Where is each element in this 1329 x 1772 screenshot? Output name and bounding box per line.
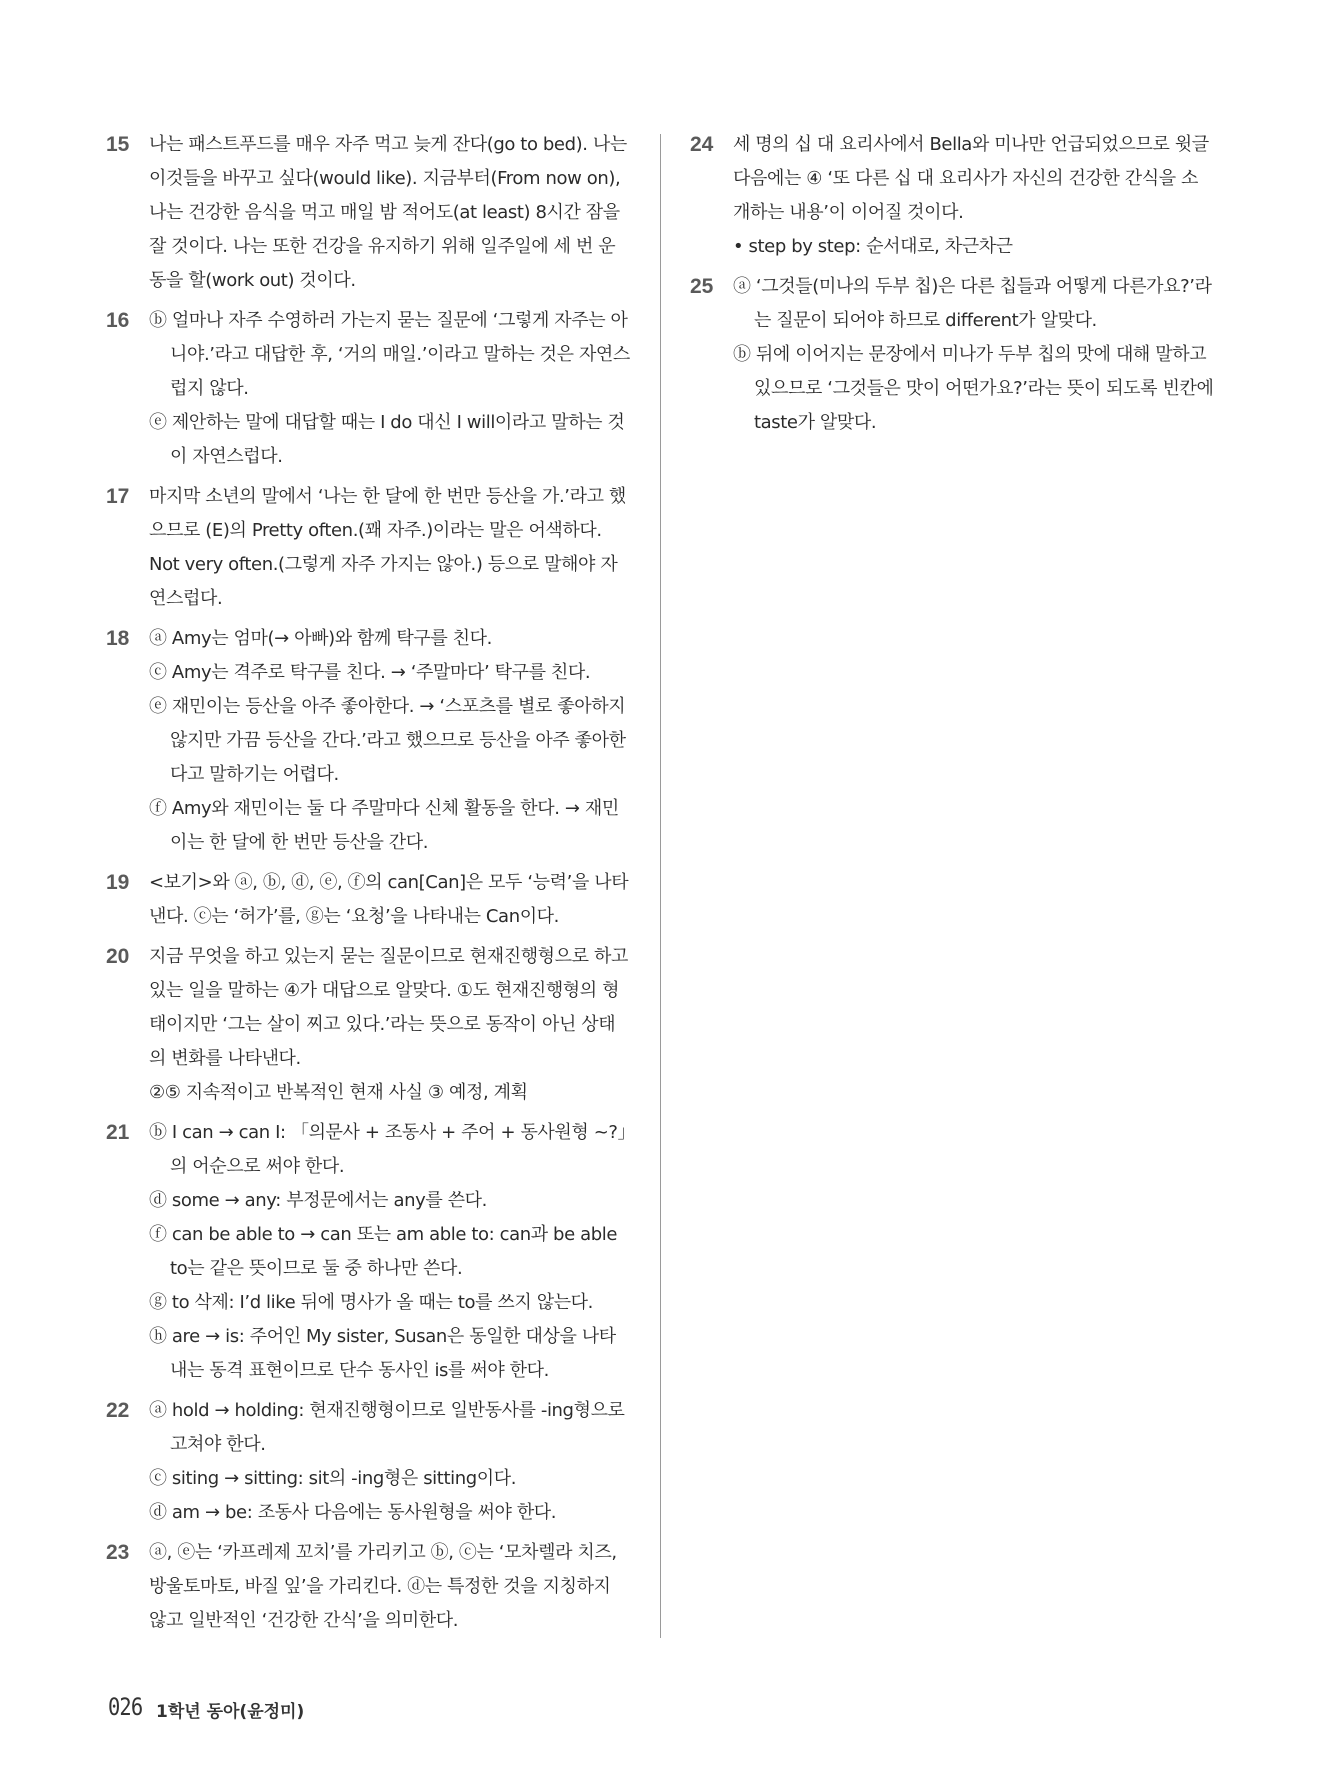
explanation-text: ⓐ, ⓔ는 ‘카프레제 꼬치’를 가리키고 ⓑ, ⓒ는 ‘모차렐라 치즈, 방울토마토, 바질 잎’을 가리킨다. ⓓ는 특정한 것을 지칭하지 않고 일반적인 ‘건강한 간식’을 의미한다.	[149, 1542, 617, 1631]
answer-item	[690, 128, 1214, 264]
question-number: 16	[106, 309, 130, 332]
explanation-text: ⓕ can be able to → can 또는 am able to: can과 be able to는 같은 뜻이므로 둘 중 하나만 쓴다.	[149, 1224, 617, 1279]
explanation-text: ⓒ siting → sitting: sit의 -ing형은 sitting이다.	[149, 1468, 517, 1489]
explanation-text: ⓗ are → is: 주어인 My sister, Susan은 동일한 대상을 나타내는 동격 표현이므로 단수 동사인 is를 써야 한다.	[149, 1326, 616, 1381]
explanation-text: 마지막 소년의 말에서 ‘나는 한 달에 한 번만 등산을 가.’라고 했으므로 (E)의 Pretty often.(꽤 자주.)이라는 말은 어색하다. Not very often.(그렇게 자주 가지는 않아.) 등으로 말해야 자연스럽다.	[149, 486, 626, 609]
question-number: 20	[106, 945, 130, 968]
explanation-text: ⓑ 뒤에 이어지는 문장에서 미나가 두부 칩의 맛에 대해 말하고 있으므로 ‘그것들은 맛이 어떤가요?’라는 뜻이 되도록 빈칸에 taste가 알맞다.	[733, 344, 1214, 433]
question-number: 24	[690, 133, 714, 156]
answer-item	[106, 1116, 630, 1388]
answer-item	[106, 304, 630, 474]
page-number: 026	[108, 1693, 143, 1721]
question-number: 17	[106, 485, 130, 508]
left-column	[106, 128, 630, 1644]
question-number: 18	[106, 627, 130, 650]
explanation-text: ⓐ ‘그것들(미나의 두부 칩)은 다른 칩들과 어떻게 다른가요?’라는 질문이 되어야 하므로 different가 알맞다.	[733, 276, 1212, 331]
answer-item	[106, 622, 630, 860]
question-number: 19	[106, 871, 130, 894]
column-divider	[660, 134, 661, 1638]
answer-item	[106, 1394, 630, 1530]
question-number: 21	[106, 1121, 130, 1144]
right-column	[690, 128, 1214, 446]
answer-item	[106, 1536, 630, 1638]
explanation-text: ⓒ Amy는 격주로 탁구를 친다. → ‘주말마다’ 탁구를 친다.	[149, 662, 591, 683]
page-footer	[108, 1693, 305, 1722]
question-number: 23	[106, 1541, 130, 1564]
explanation-text: ⓓ some → any: 부정문에서는 any를 쓴다.	[149, 1190, 487, 1211]
explanation-text: ⓔ 재민이는 등산을 아주 좋아한다. → ‘스포츠를 별로 좋아하지 않지만 가끔 등산을 간다.’라고 했으므로 등산을 아주 좋아한다고 말하기는 어렵다.	[149, 696, 626, 785]
explanation-text: ⓖ to 삭제: I’d like 뒤에 명사가 올 때는 to를 쓰지 않는다.	[149, 1292, 593, 1313]
book-title: 1학년 동아(윤정미)	[156, 1702, 305, 1722]
answer-item	[106, 480, 630, 616]
explanation-text: ⓑ 얼마나 자주 수영하러 가는지 묻는 질문에 ‘그렇게 자주는 아니야.’라고 대답한 후, ‘거의 매일.’이라고 말하는 것은 자연스럽지 않다.	[149, 310, 630, 399]
question-number: 22	[106, 1399, 130, 1422]
question-number: 15	[106, 133, 130, 156]
answer-item	[106, 128, 630, 298]
explanation-text: ⓐ Amy는 엄마(→ 아빠)와 함께 탁구를 친다.	[149, 628, 492, 649]
explanation-text: ⓑ I can → can I: 「의문사 + 조동사 + 주어 + 동사원형 ~?」의 어순으로 써야 한다.	[149, 1122, 627, 1177]
answer-item	[690, 270, 1214, 440]
answer-item	[106, 866, 630, 934]
explanation-text: • step by step: 순서대로, 차근차근	[733, 236, 1013, 257]
question-number: 25	[690, 275, 714, 298]
answer-item	[106, 940, 630, 1110]
explanation-text: ⓕ Amy와 재민이는 둘 다 주말마다 신체 활동을 한다. → 재민이는 한 달에 한 번만 등산을 간다.	[149, 798, 619, 853]
explanation-text: ⓔ 제안하는 말에 대답할 때는 I do 대신 I will이라고 말하는 것이 자연스럽다.	[149, 412, 625, 467]
explanation-text: ⓐ hold → holding: 현재진행형이므로 일반동사를 -ing형으로 고쳐야 한다.	[149, 1400, 625, 1455]
explanation-text: 세 명의 십 대 요리사에서 Bella와 미나만 언급되었으므로 윗글 다음에는 ④ ‘또 다른 십 대 요리사가 자신의 건강한 간식을 소개하는 내용’이 이어질 것이다.	[733, 134, 1209, 223]
explanation-text: ②⑤ 지속적이고 반복적인 현재 사실 ③ 예정, 계획	[149, 1082, 528, 1103]
explanation-text: ⓓ am → be: 조동사 다음에는 동사원형을 써야 한다.	[149, 1502, 557, 1523]
explanation-text: 지금 무엇을 하고 있는지 묻는 질문이므로 현재진행형으로 하고 있는 일을 말하는 ④가 대답으로 알맞다. ①도 현재진행형의 형태이지만 ‘그는 살이 찌고 있다.’라는 뜻으로 동작이 아닌 상태의 변화를 나타낸다.	[149, 946, 628, 1069]
explanation-text: 나는 패스트푸드를 매우 자주 먹고 늦게 잔다(go to bed). 나는 이것들을 바꾸고 싶다(would like). 지금부터(From now on), 나는 건강한 음식을 먹고 매일 밤 적어도(at least) 8시간 잠을 잘 것이다. 나는 또한 건강을 유지하기 위해 일주일에 세 번 운동을 할(work out) 것이다.	[149, 134, 627, 291]
explanation-text: <보기>와 ⓐ, ⓑ, ⓓ, ⓔ, ⓕ의 can[Can]은 모두 ‘능력’을 나타낸다. ⓒ는 ‘허가’를, ⓖ는 ‘요청’을 나타내는 Can이다.	[149, 872, 629, 927]
